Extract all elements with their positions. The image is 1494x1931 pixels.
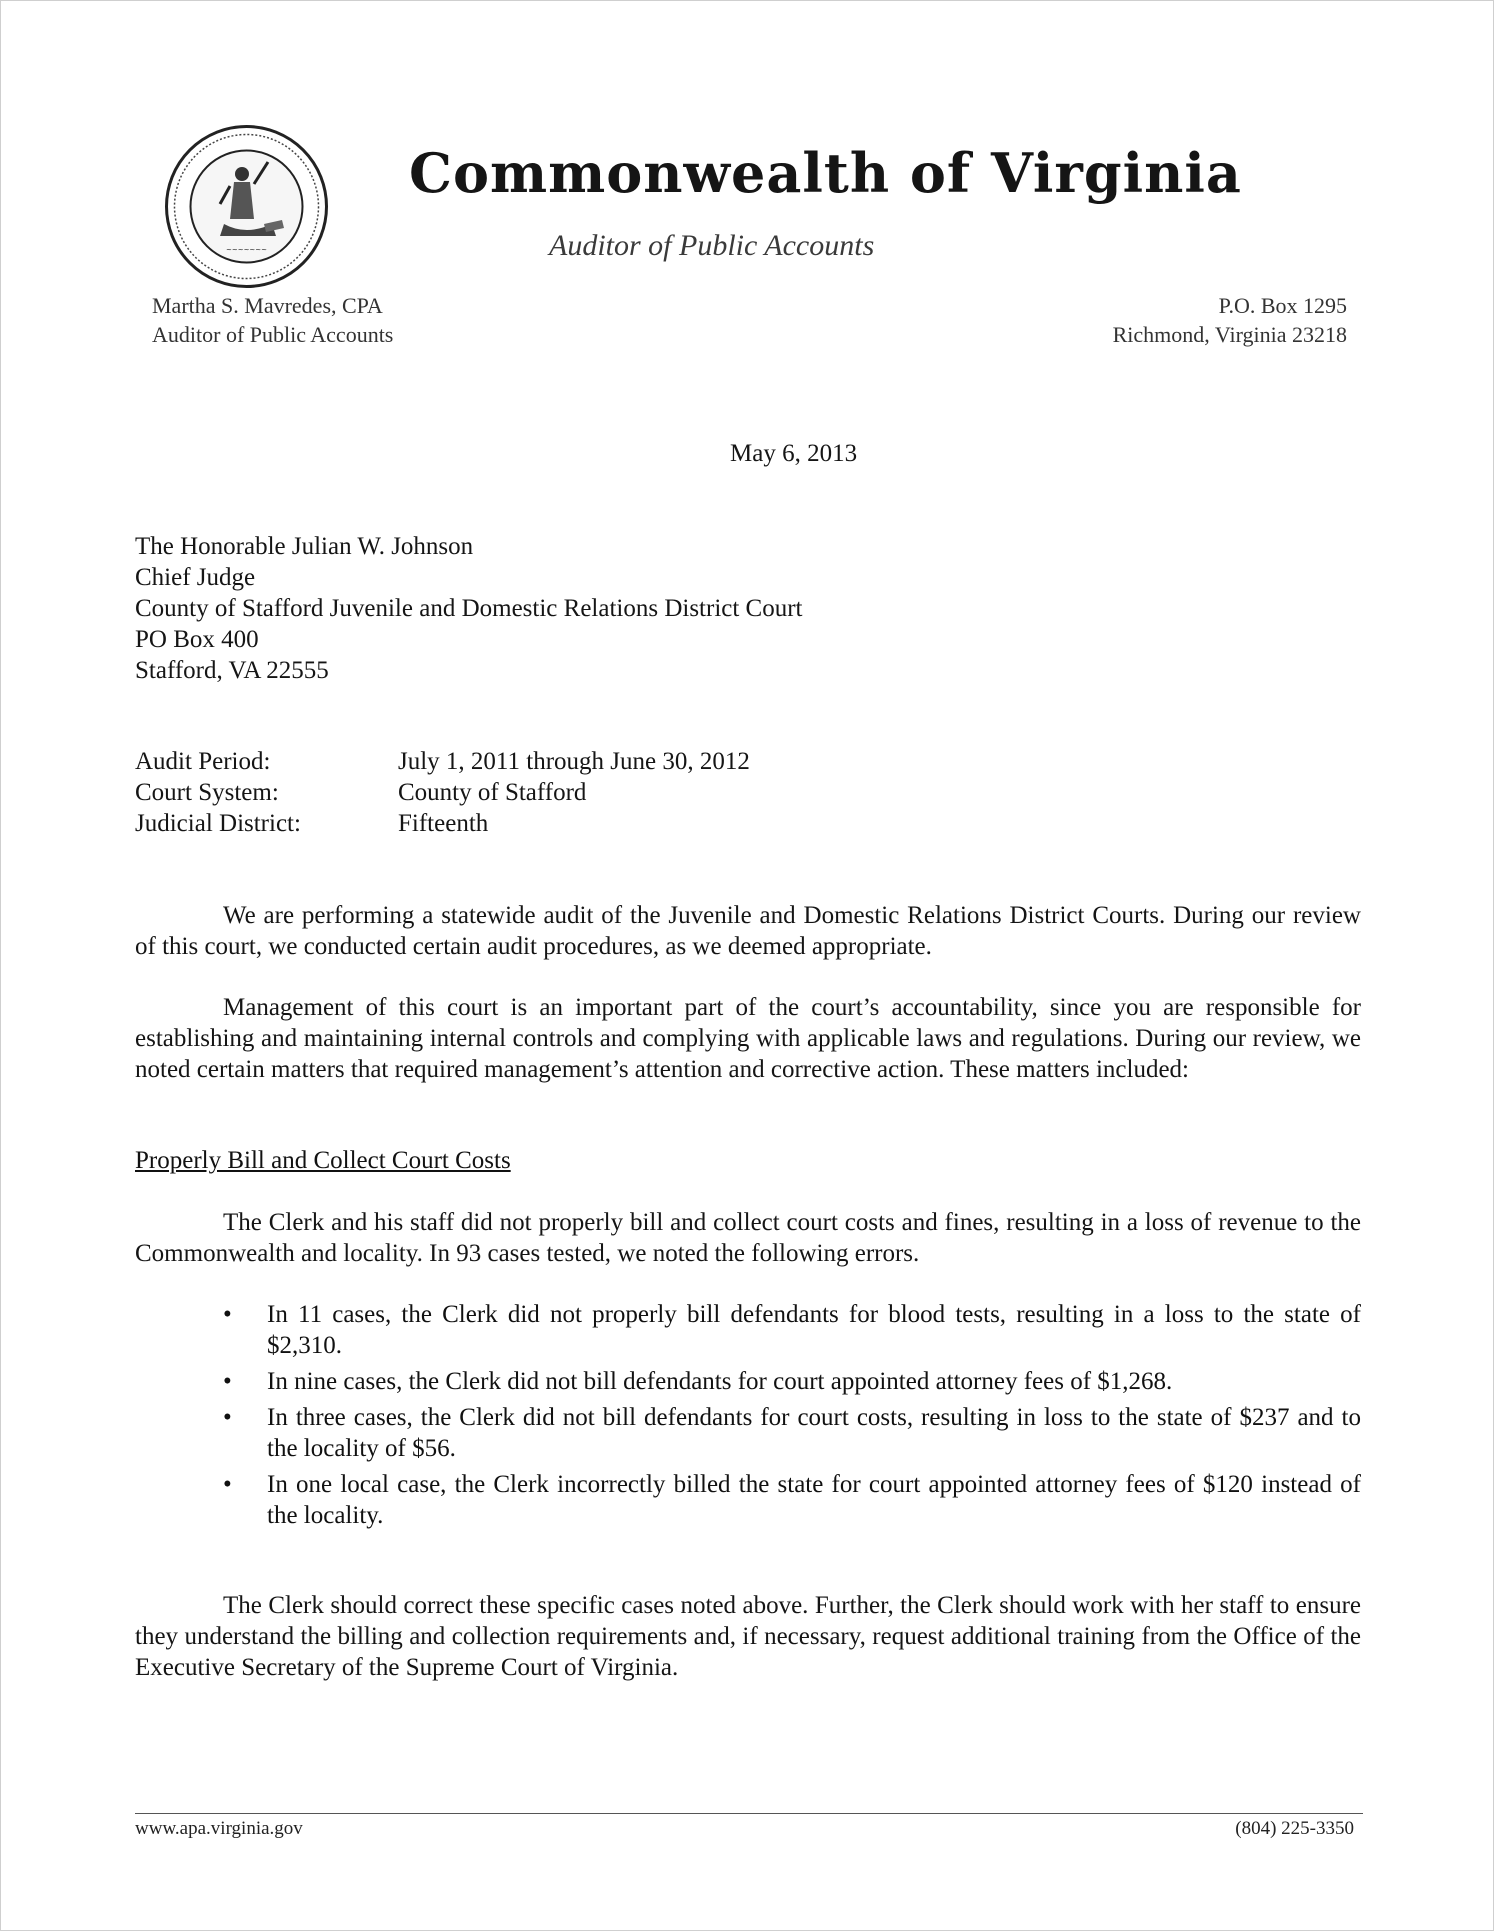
paragraph-intro (135, 900, 1361, 962)
recipient-line: PO Box 400 (135, 626, 259, 653)
paragraph-text: The Clerk should correct these specific cases noted above. Further, the Clerk should work with her staff to ensure they understand the billing and collection requirements and, if necessary, request additional training from the Office of the Executive Secretary of the Supreme Court of Virginia. (135, 1592, 1361, 1681)
svg-text:~~~~~~~: ~~~~~~~ (225, 246, 268, 254)
list-item (219, 1299, 1361, 1361)
recipient-line: Stafford, VA 22555 (135, 657, 329, 684)
info-label: Court System: (135, 779, 279, 806)
po-box: P.O. Box 1295 (1218, 293, 1347, 318)
recipient-line: The Honorable Julian W. Johnson (135, 533, 474, 560)
auditor-contact-block (152, 291, 393, 349)
recipient-address (135, 531, 803, 686)
letterhead-title: Commonwealth of Virginia (409, 141, 1242, 205)
list-item-text: In three cases, the Clerk did not bill defendants for court costs, resulting in loss to the state of $237 and to the locality of $56. (267, 1404, 1361, 1462)
footer-phone: (804) 225-3350 (1235, 1818, 1354, 1839)
list-item (219, 1402, 1361, 1464)
city-state-zip: Richmond, Virginia 23218 (1112, 322, 1347, 347)
virginia-seal-icon (164, 124, 329, 289)
paragraph-findings (135, 1207, 1361, 1269)
info-value: July 1, 2011 through June 30, 2012 (398, 748, 750, 775)
bullet-icon: • (223, 1471, 232, 1498)
info-label: Judicial District: (135, 810, 301, 837)
paragraph-management (135, 992, 1361, 1085)
info-value: County of Stafford (398, 779, 587, 806)
recipient-line: Chief Judge (135, 564, 256, 591)
list-item-text: In 11 cases, the Clerk did not properly bill defendants for blood tests, resulting in a loss to the state of $2,310. (267, 1301, 1361, 1359)
findings-list (219, 1299, 1361, 1536)
section-heading: Properly Bill and Collect Court Costs (135, 1147, 511, 1174)
footer-website: www.apa.virginia.gov (135, 1818, 303, 1839)
info-value: Fifteenth (398, 810, 489, 837)
bullet-icon: • (223, 1301, 232, 1328)
paragraph-recommendation (135, 1590, 1361, 1683)
paragraph-text: We are performing a statewide audit of the Juvenile and Domestic Relations District Courts. During our review of this court, we conducted certain audit procedures, as we deemed appropriate. (135, 902, 1361, 960)
recipient-line: County of Stafford Juvenile and Domestic Relations District Court (135, 595, 803, 622)
letterhead-subtitle: Auditor of Public Accounts (549, 229, 875, 262)
list-item (219, 1469, 1361, 1531)
paragraph-text: The Clerk and his staff did not properly bill and collect court costs and fines, resulting in a loss of revenue to the Commonwealth and locality. In 93 cases tested, we noted the following errors. (135, 1209, 1361, 1267)
list-item (219, 1366, 1361, 1397)
paragraph-text: Management of this court is an important part of the court’s accountability, since you are responsible for establishing and maintaining internal controls and complying with applicable laws and regulations. During our review, we noted certain matters that required management’s attention and corrective action. These matters included: (135, 994, 1361, 1083)
list-item-text: In one local case, the Clerk incorrectly billed the state for court appointed attorney fees of $120 instead of the locality. (267, 1471, 1361, 1529)
list-item-text: In nine cases, the Clerk did not bill defendants for court appointed attorney fees of $1,268. (267, 1368, 1173, 1395)
auditor-title: Auditor of Public Accounts (152, 322, 394, 347)
mailing-address-block (1113, 291, 1347, 349)
bullet-icon: • (223, 1368, 232, 1395)
auditor-name: Martha S. Mavredes, CPA (152, 293, 383, 318)
letter-date: May 6, 2013 (730, 440, 858, 467)
bullet-icon: • (223, 1404, 232, 1431)
footer-divider (135, 1813, 1363, 1814)
info-label: Audit Period: (135, 748, 271, 775)
